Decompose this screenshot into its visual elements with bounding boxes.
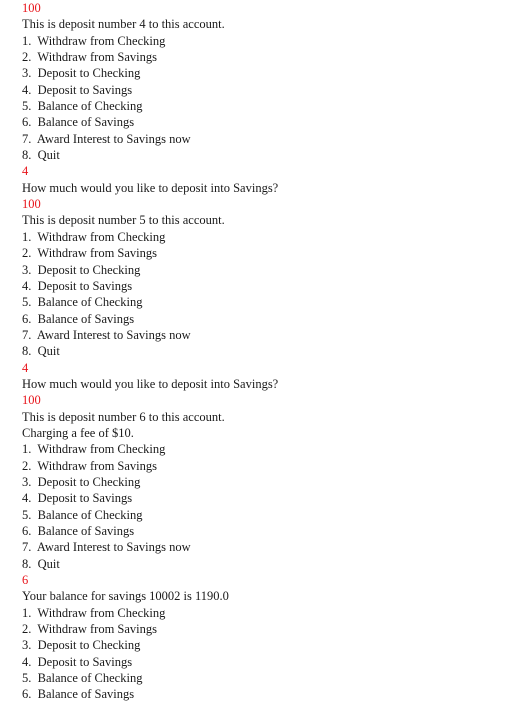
console-output-line: 7. Award Interest to Savings now: [22, 540, 191, 555]
console-output-line: 7. Award Interest to Savings now: [22, 131, 191, 146]
console-output-line: 1. Withdraw from Checking: [22, 605, 166, 620]
console-output-line: 2. Withdraw from Savings: [22, 50, 158, 65]
console-output-line: 3. Deposit to Checking: [22, 262, 141, 277]
console-output-line: 6. Balance of Savings: [22, 524, 135, 538]
console-output-line: 4. Deposit to Savings: [22, 82, 133, 97]
console-output-line: 1. Withdraw from Checking: [22, 33, 166, 48]
console-user-input-line: 6: [22, 573, 29, 588]
console-output-line: 8. Quit: [22, 556, 60, 571]
console-output-line: 4. Deposit to Savings: [22, 278, 133, 293]
console-output-line: This is deposit number 4 to this account.: [22, 17, 225, 32]
console-user-input-line: 100: [22, 197, 41, 212]
console-output-line: This is deposit number 6 to this account.: [22, 409, 225, 424]
console-output-line: 5. Balance of Checking: [22, 671, 143, 686]
console-output-line: 2. Withdraw from Savings: [22, 458, 158, 473]
console-user-input-line: 100: [22, 1, 41, 15]
console-output-line: How much would you like to deposit into Savings?: [22, 376, 279, 391]
console-output-line: Your balance for savings 10002 is 1190.0: [22, 589, 229, 604]
console-output-line: 4. Deposit to Savings: [22, 491, 133, 506]
console-output-line: 6. Balance of Savings: [22, 115, 135, 130]
console-output-line: 2. Withdraw from Savings: [22, 622, 158, 637]
console-output-line: 7. Award Interest to Savings now: [22, 327, 191, 342]
console-output-line: 5. Balance of Checking: [22, 99, 143, 114]
console-output-line: 1. Withdraw from Checking: [22, 229, 166, 244]
console-output-line: 3. Deposit to Checking: [22, 638, 141, 653]
console-output-line: 3. Deposit to Checking: [22, 474, 141, 489]
console-user-input-line: 4: [22, 360, 29, 375]
console-output-line: This is deposit number 5 to this account.: [22, 213, 225, 228]
console-user-input-line: 4: [22, 164, 29, 179]
console-output-line: 2. Withdraw from Savings: [22, 246, 158, 261]
console-output-line: 4. Deposit to Savings: [22, 654, 133, 669]
console-user-input-line: 100: [22, 393, 41, 408]
console-output-line: 5. Balance of Checking: [22, 295, 143, 310]
console-output-line: How much would you like to deposit into Savings?: [22, 180, 279, 195]
console-output-line: 8. Quit: [22, 344, 60, 359]
console-output-line: 8. Quit: [22, 148, 60, 163]
console-output-line: 1. Withdraw from Checking: [22, 442, 166, 457]
console-output-line: Charging a fee of $10.: [22, 425, 134, 440]
console-output-line: 6. Balance of Savings: [22, 687, 135, 702]
console-output-line: 5. Balance of Checking: [22, 507, 143, 522]
console-output-line: 3. Deposit to Checking: [22, 66, 141, 81]
console-output-line: 6. Balance of Savings: [22, 311, 135, 326]
